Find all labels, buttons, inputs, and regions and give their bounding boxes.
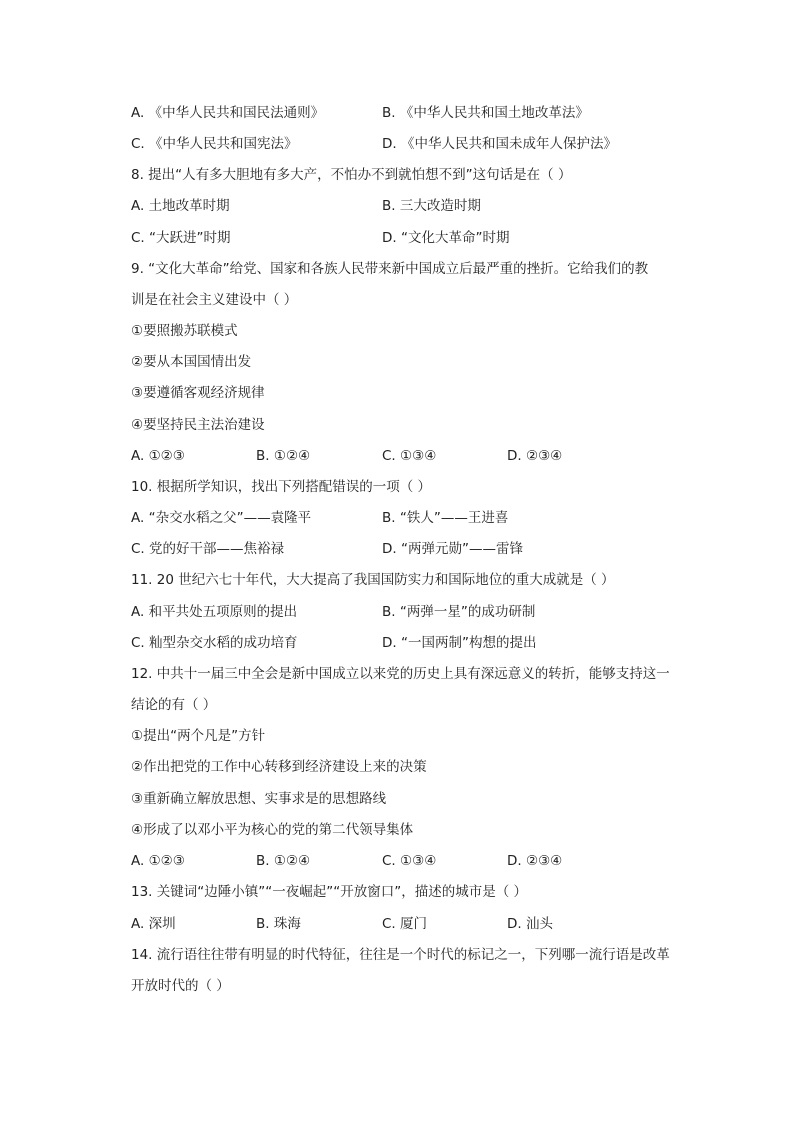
statement-item: ①提出“两个凡是”方针	[131, 728, 266, 744]
option-a: A. ①②③	[131, 448, 185, 464]
option-c: C. 籼型杂交水稻的成功培育	[131, 635, 298, 651]
option-b: B. 《中华人民共和国土地改革法》	[382, 105, 589, 121]
statement-item: ②要从本国国情出发	[131, 354, 252, 370]
option-d: D. 《中华人民共和国未成年人保护法》	[382, 136, 617, 152]
option-c: C. 厦门	[382, 916, 428, 932]
option-c: C. ①③④	[382, 853, 437, 869]
question-11-stem: 11. 20 世纪六七十年代，大大提高了我国国防实力和国际地位的重大成就是（ ）	[131, 572, 615, 588]
option-a: A. 土地改革时期	[131, 198, 230, 214]
statement-item: ③重新确立解放思想、实事求是的思想路线	[131, 791, 387, 807]
option-d: D. ②③④	[507, 448, 563, 464]
option-a: A. 《中华人民共和国民法通则》	[131, 105, 325, 121]
option-d: D. 汕头	[507, 916, 553, 932]
question-14-stem-cont: 开放时代的（ ）	[131, 978, 230, 994]
statement-item: ①要照搬苏联模式	[131, 323, 238, 339]
option-b: B. ①②④	[256, 448, 311, 464]
option-b: B. “两弹一星”的成功研制	[382, 604, 536, 620]
question-9-stem-cont: 训是在社会主义建设中（ ）	[131, 292, 298, 308]
question-10-stem: 10. 根据所学知识，找出下列搭配错误的一项（ ）	[131, 479, 432, 495]
question-13-stem: 13. 关键词“边陲小镇”“一夜崛起”“开放窗口”，描述的城市是（ ）	[131, 884, 528, 900]
option-c: C. 《中华人民共和国宪法》	[131, 136, 298, 152]
statement-item: ④形成了以邓小平为核心的党的第二代领导集体	[131, 822, 414, 838]
option-c: C. ①③④	[382, 448, 437, 464]
option-a: A. “杂交水稻之父”——袁隆平	[131, 510, 312, 526]
option-b: B. 珠海	[256, 916, 301, 932]
question-9-stem: 9. “文化大革命”给党、国家和各族人民带来新中国成立后最严重的挫折。它给我们的教	[131, 261, 649, 277]
question-12-stem: 12. 中共十一届三中全会是新中国成立以来党的历史上具有深远意义的转折，能够支持这一	[131, 666, 670, 682]
statement-item: ②作出把党的工作中心转移到经济建设上来的决策	[131, 759, 427, 775]
option-b: B. 三大改造时期	[382, 198, 481, 214]
option-d: D. “一国两制”构想的提出	[382, 635, 537, 651]
option-b: B. “铁人”——王进喜	[382, 510, 509, 526]
question-12-stem-cont: 结论的有（ ）	[131, 697, 217, 713]
option-a: A. ①②③	[131, 853, 185, 869]
option-a: A. 深圳	[131, 916, 176, 932]
question-8-stem: 8. 提出“人有多大胆地有多大产，不怕办不到就怕想不到”这句话是在（ ）	[131, 167, 572, 183]
option-d: D. “两弹元勋”——雷锋	[382, 541, 523, 557]
option-c: C. “大跃进”时期	[131, 230, 231, 246]
option-d: D. ②③④	[507, 853, 563, 869]
statement-item: ④要坚持民主法治建设	[131, 417, 265, 433]
option-a: A. 和平共处五项原则的提出	[131, 604, 298, 620]
option-b: B. ①②④	[256, 853, 311, 869]
option-c: C. 党的好干部——焦裕禄	[131, 541, 285, 557]
question-14-stem: 14. 流行语往往带有明显的时代特征，往往是一个时代的标记之一，下列哪一流行语是改革	[131, 947, 670, 963]
option-d: D. “文化大革命”时期	[382, 230, 510, 246]
statement-item: ③要遵循客观经济规律	[131, 385, 265, 401]
